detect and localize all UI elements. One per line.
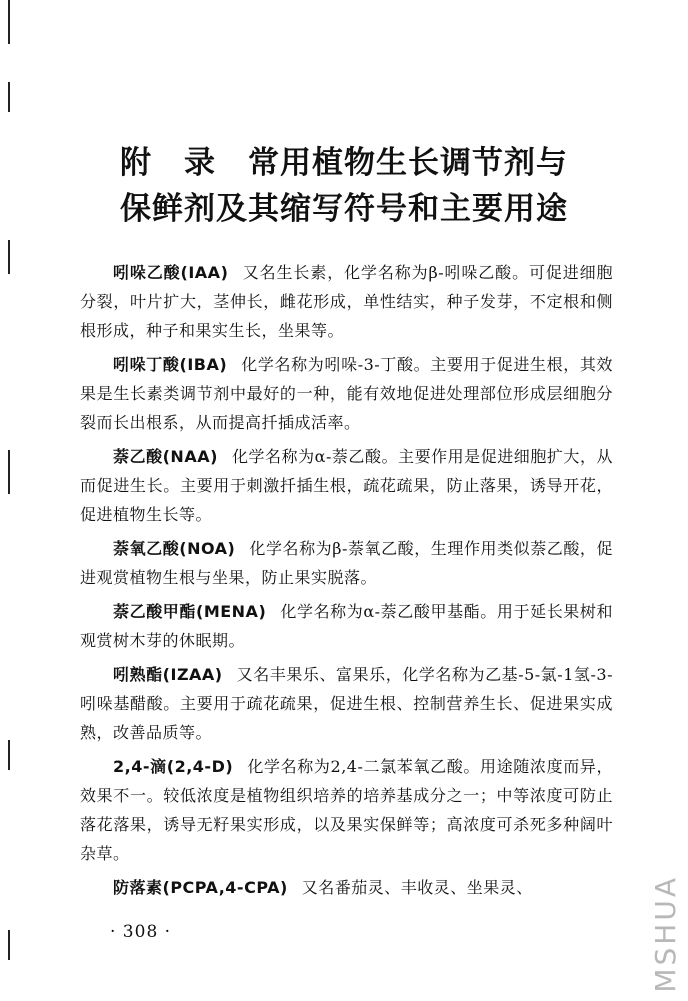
edge-mark: [8, 240, 10, 274]
page-number: · 308 ·: [110, 922, 172, 942]
entry-text: 化学名称为β-萘氧乙酸，生理作用类似萘乙酸，促进观赏植物生根与坐果，防止果实脱落。: [80, 539, 613, 587]
edge-mark: [8, 740, 10, 770]
page-title: [0, 140, 688, 232]
entry-iaa: [80, 258, 613, 345]
entry-text: 又名丰果乐、富果乐，化学名称为乙基-5-氯-1氢-3-吲哚基醋酸。主要用于疏花疏果，促进生根、控制营养生长、促进果实成熟，改善品质等。: [80, 665, 613, 742]
edge-mark: [8, 930, 10, 960]
entry-text: 又名番茄灵、丰收灵、坐果灵、: [301, 878, 533, 897]
entry-noa: [80, 534, 613, 592]
title-line-1: 附 录 常用植物生长调节剂与: [120, 145, 568, 181]
title-line-2: 保鲜剂及其缩写符号和主要用途: [120, 191, 568, 227]
watermark: MSHUA: [649, 875, 682, 993]
entry-text: 化学名称为α-萘乙酸甲基酯。用于延长果树和观赏树木芽的休眠期。: [80, 602, 613, 650]
edge-mark: [8, 450, 10, 494]
entry-term: 2,4-滴(2,4-D): [113, 757, 234, 776]
entry-pcpa: [80, 873, 613, 902]
entry-izaa: [80, 660, 613, 747]
entry-term: 吲熟酯(IZAA): [113, 665, 223, 684]
entry-text: 又名生长素，化学名称为β-吲哚乙酸。可促进细胞分裂，叶片扩大，茎伸长，雌花形成，单性结实，种子发芽，不定根和侧根形成，种子和果实生长，坐果等。: [80, 263, 613, 340]
entry-term: 吲哚乙酸(IAA): [113, 263, 229, 282]
entry-24d: [80, 752, 613, 868]
entry-term: 萘乙酸(NAA): [113, 447, 218, 466]
appendix-body: [80, 258, 613, 907]
edge-mark: [8, 82, 10, 112]
entry-text: 化学名称为吲哚-3-丁酸。主要用于促进生根，其效果是生长素类调节剂中最好的一种，能有效地促进处理部位形成层细胞分裂而长出根系，从而提高扦插成活率。: [80, 355, 613, 432]
entry-mena: [80, 597, 613, 655]
entry-term: 萘乙酸甲酯(MENA): [113, 602, 267, 621]
entry-term: 吲哚丁酸(IBA): [113, 355, 228, 374]
entry-iba: [80, 350, 613, 437]
entry-text: 化学名称为2,4-二氯苯氧乙酸。用途随浓度而异，效果不一。较低浓度是植物组织培养的培养基成分之一；中等浓度可防止落花落果，诱导无籽果实形成，以及果实保鲜等；高浓度可杀死多种阔叶杂草。: [80, 757, 613, 863]
entry-term: 萘氧乙酸(NOA): [113, 539, 236, 558]
edge-mark: [8, 0, 10, 44]
entry-text: 化学名称为α-萘乙酸。主要作用是促进细胞扩大，从而促进生长。主要用于刺激扦插生根，疏花疏果，防止落果，诱导开花，促进植物生长等。: [80, 447, 613, 524]
entry-term: 防落素(PCPA,4-CPA): [113, 878, 288, 897]
entry-naa: [80, 442, 613, 529]
